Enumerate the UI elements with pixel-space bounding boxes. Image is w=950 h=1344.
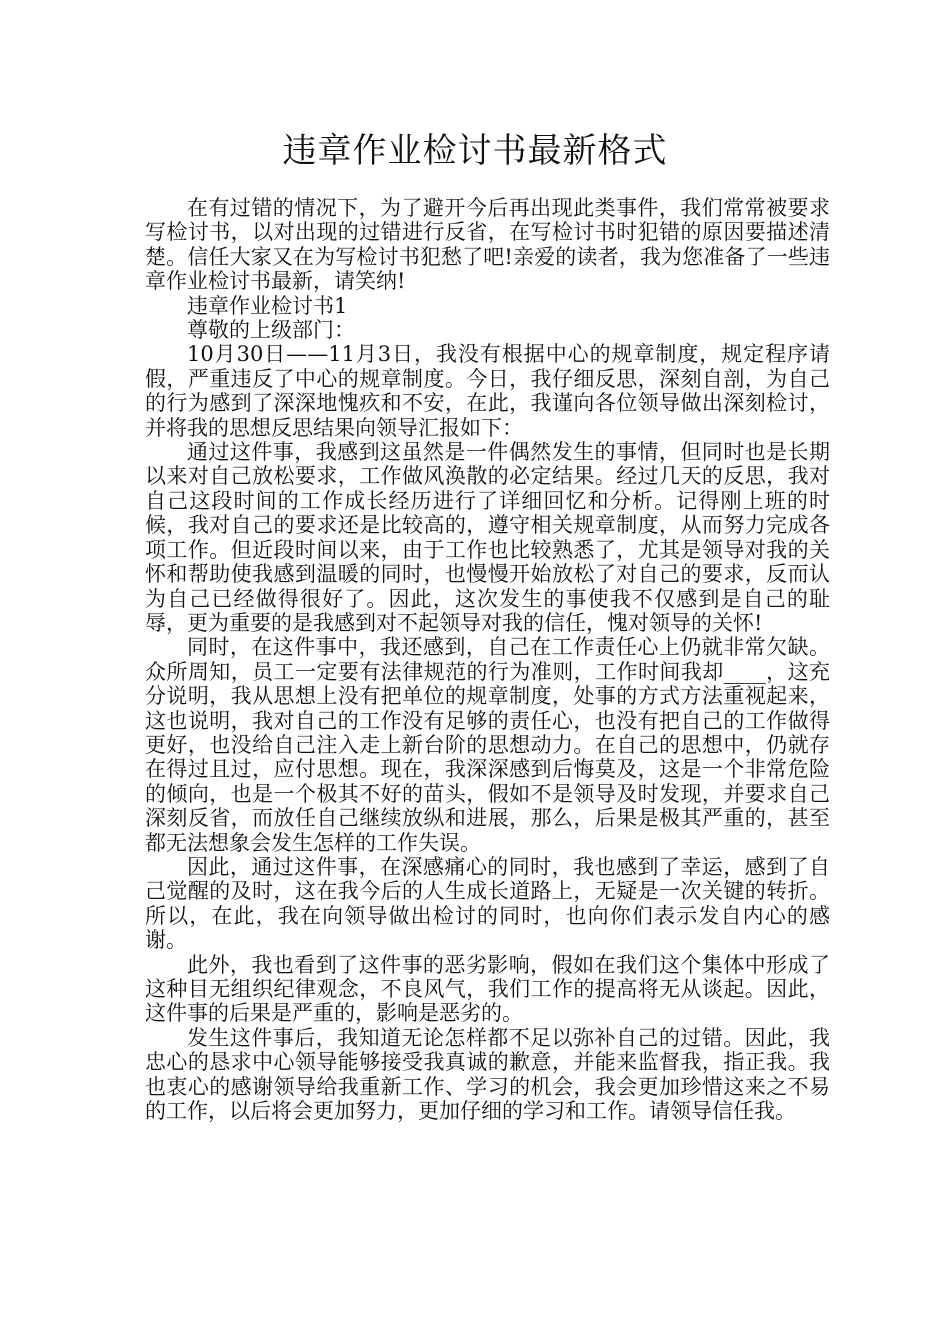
- body-paragraph: 10月30日——11月3日，我没有根据中心的规章制度，规定程序请假，严重违反了中心的规章制度。今日，我仔细反思，深刻自剖，为自己的行为感到了深深地愧疚和不安，在此，我谨向各位领导做出深刻检讨，并将我的思想反思结果向领导汇报如下：: [145, 342, 830, 440]
- body-paragraph: 同时，在这件事中，我还感到，自己在工作责任心上仍就非常欠缺。众所周知，员工一定要有法律规范的行为准则，工作时间我却____，这充分说明，我从思想上没有把单位的规章制度，处事的方式方法重视起来，这也说明，我对自己的工作没有足够的责任心，也没有把自己的工作做得更好，也没给自己注入走上新台阶的思想动力。在自己的思想中，仍就存在得过且过，应付思想。现在，我深深感到后悔莫及，这是一个非常危险的倾向，也是一个极其不好的苗头，假如不是领导及时发现，并要求自己深刻反省，而放任自己继续放纵和进展，那么，后果是极其严重的，甚至都无法想象会发生怎样的工作失误。: [145, 635, 830, 855]
- document-body: [145, 196, 830, 1123]
- intro-paragraph: 在有过错的情况下，为了避开今后再出现此类事件，我们常常被要求写检讨书，以对出现的过错进行反省，在写检讨书时犯错的原因要描述清楚。信任大家又在为写检讨书犯愁了吧!亲爱的读者，我为您准备了一些违章作业检讨书最新，请笑纳!: [145, 196, 830, 294]
- document-title: 违章作业检讨书最新格式: [282, 131, 668, 171]
- body-paragraph: 通过这件事，我感到这虽然是一件偶然发生的事情，但同时也是长期以来对自己放松要求，工作做风涣散的必定结果。经过几天的反思，我对自己这段时间的工作成长经历进行了详细回忆和分析。记得刚上班的时候，我对自己的要求还是比较高的，遵守相关规章制度，从而努力完成各项工作。但近段时间以来，由于工作也比较熟悉了，尤其是领导对我的关怀和帮助使我感到温暖的同时，也慢慢开始放松了对自己的要求，反而认为自己已经做得很好了。因此，这次发生的事使我不仅感到是自己的耻辱，更为重要的是我感到对不起领导对我的信任，愧对领导的关怀!: [145, 440, 830, 635]
- body-paragraph: 因此，通过这件事，在深感痛心的同时，我也感到了幸运，感到了自己觉醒的及时，这在我今后的人生成长道路上，无疑是一次关键的转折。所以，在此，我在向领导做出检讨的同时，也向你们表示发自内心的感谢。: [145, 854, 830, 953]
- body-paragraph: 此外，我也看到了这件事的恶劣影响，假如在我们这个集体中形成了这种目无组织纪律观念，不良风气，我们工作的提高将无从谈起。因此，这件事的后果是严重的，影响是恶劣的。: [145, 952, 830, 1026]
- body-paragraph: 发生这件事后，我知道无论怎样都不足以弥补自己的过错。因此，我忠心的恳求中心领导能够接受我真诚的歉意，并能来监督我，指正我。我也衷心的感谢领导给我重新工作、学习的机会，我会更加珍惜这来之不易的工作，以后将会更加努力，更加仔细的学习和工作。请领导信任我。: [145, 1025, 830, 1124]
- section-heading: 违章作业检讨书1: [187, 293, 348, 318]
- salutation: 尊敬的上级部门：: [187, 318, 355, 343]
